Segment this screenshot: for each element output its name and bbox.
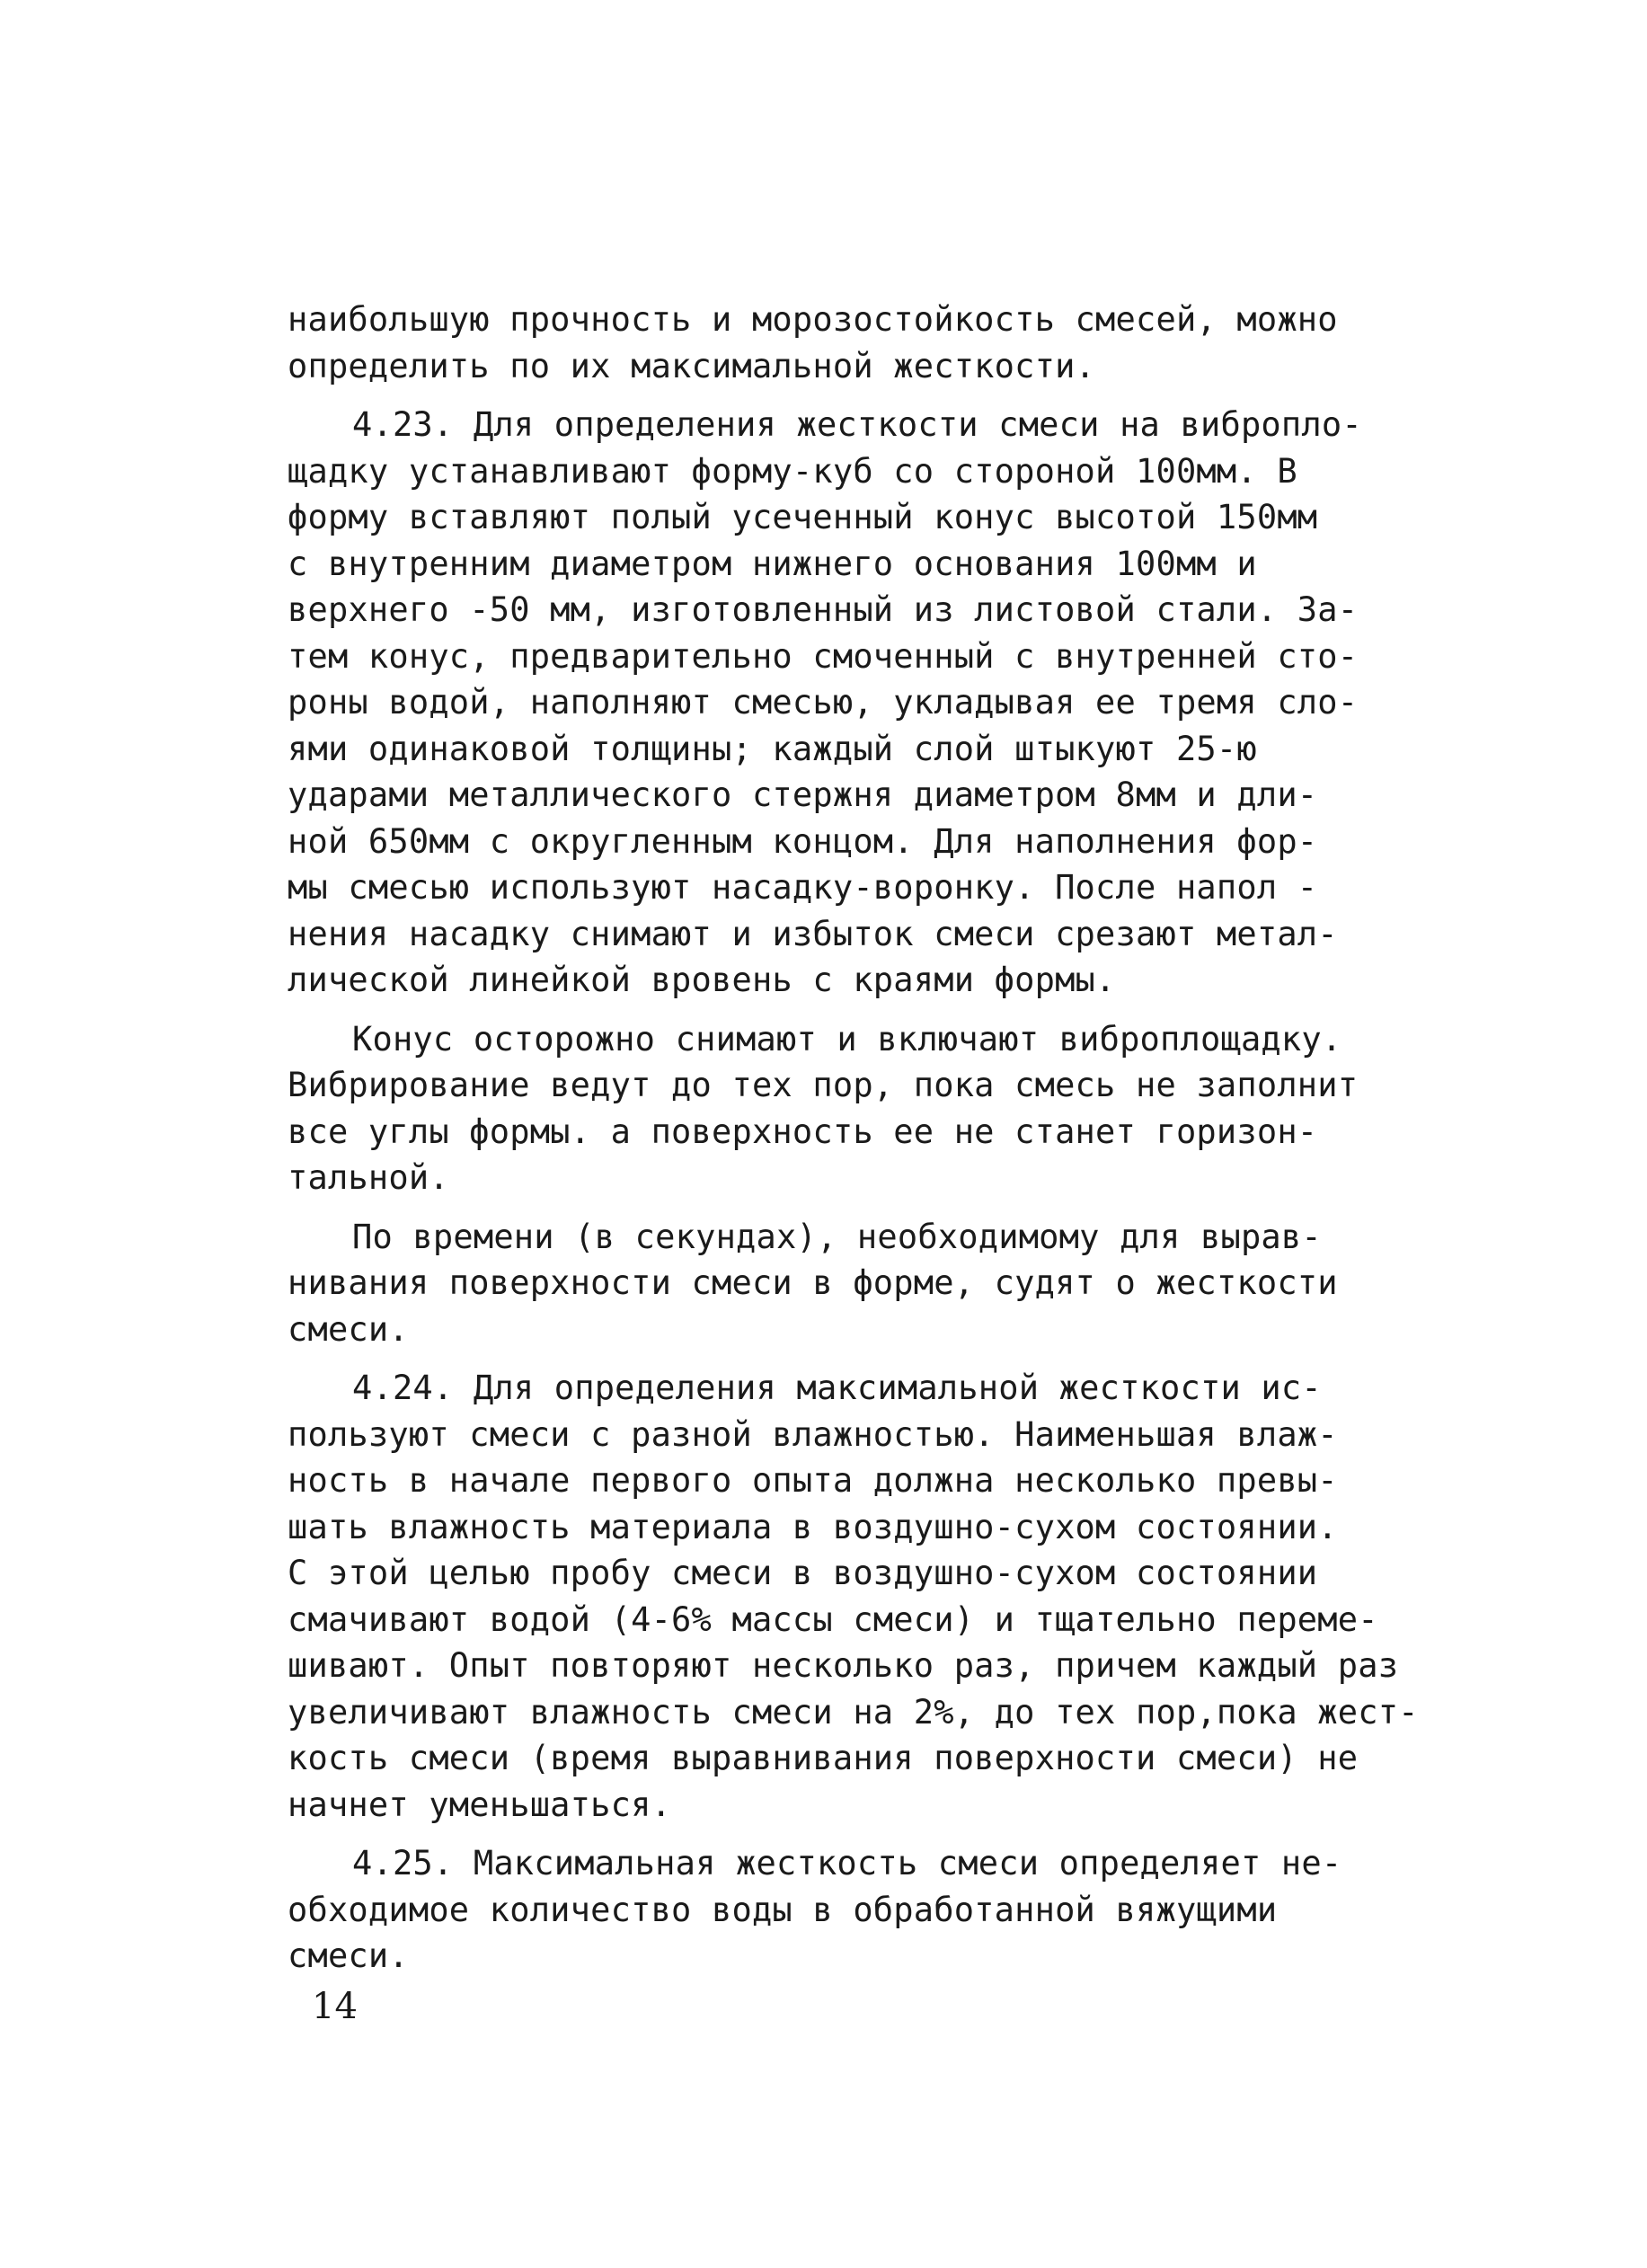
- text-line: роны водой, наполняют смесью, укладывая ее тремя сло-: [288, 683, 1359, 722]
- text-line: шать влажность материала в воздушно-сухом состоянии.: [288, 1507, 1338, 1546]
- text-line: с внутренним диаметром нижнего основания 100мм и: [288, 544, 1257, 583]
- text-line: ной 650мм с округленным концом. Для наполнения фор-: [288, 821, 1318, 861]
- text-line: начнет уменьшаться.: [288, 1785, 672, 1824]
- document-page: [288, 297, 1465, 1992]
- text-line: 4.23. Для определения жесткости смеси на виброплo-: [352, 405, 1362, 444]
- paragraph-4-24: [288, 1365, 1465, 1828]
- text-line: определить по их максимальной жесткости.: [288, 346, 1096, 385]
- text-line: шивают. Опыт повторяют несколько раз, причем каждый раз: [288, 1646, 1399, 1685]
- text-line: смеси.: [288, 1936, 409, 1975]
- paragraph-4-25: [288, 1840, 1465, 1980]
- text-line: мы смесью используют насадку-воронку. После напол -: [288, 868, 1318, 907]
- text-line: тальной.: [288, 1158, 449, 1197]
- text-line: нивания поверхности смеси в форме, судят о жесткости: [288, 1263, 1338, 1302]
- text-line: обходимое количество воды в обработанной вяжущими: [288, 1890, 1278, 1929]
- text-line: все углы формы. а поверхность ее не станет горизон-: [288, 1112, 1318, 1151]
- paragraph-4-23: [288, 402, 1465, 1004]
- text-line: ность в начале первого опыта должна несколько превы-: [288, 1461, 1338, 1500]
- text-line: пользуют смеси с разной влажностью. Наименьшая влаж-: [288, 1414, 1338, 1454]
- text-line: тем конус, предварительно смоченный с внутренней сто-: [288, 636, 1359, 676]
- text-line: кость смеси (время выравнивания поверхности смеси) не: [288, 1739, 1359, 1777]
- page-number: 14: [312, 1986, 358, 2027]
- text-line: увеличивают влажность смеси на 2%, до тех пор,пока жест-: [288, 1692, 1419, 1732]
- paragraph-cone: [288, 1016, 1465, 1201]
- text-line: наибольшую прочность и морозостойкость смесей, можно: [288, 300, 1338, 339]
- text-line: щадку устанавливают форму-куб со стороной 100мм. В: [288, 451, 1297, 491]
- text-line: смеси.: [288, 1309, 409, 1349]
- text-line: С этой целью пробу смеси в воздушно-сухом состоянии: [288, 1554, 1318, 1592]
- text-line: лической линейкой вровень с краями формы.: [288, 961, 1116, 999]
- text-line: По времени (в секундах), необходимому для вырав-: [352, 1217, 1322, 1256]
- text-line: верхнего -50 мм, изготовленный из листовой стали. За-: [288, 590, 1359, 629]
- text-line: 4.24. Для определения максимальной жесткости ис-: [352, 1369, 1322, 1407]
- text-line: нения насадку снимают и избыток смеси срезают метал-: [288, 914, 1338, 953]
- paragraph-time: [288, 1214, 1465, 1353]
- text-line: 4.25. Максимальная жесткость смеси определяет не-: [352, 1844, 1342, 1883]
- text-line: ударами металлического стержня диаметром 8мм и дли-: [288, 775, 1318, 814]
- text-line: Вибрирование ведут до тех пор, пока смесь не заполнит: [288, 1066, 1359, 1104]
- paragraph-continuation: [288, 297, 1465, 389]
- text-line: форму вставляют полый усеченный конус высотой 150мм: [288, 498, 1318, 536]
- text-line: Конус осторожно снимают и включают виброплощадку.: [352, 1019, 1342, 1059]
- text-line: смачивают водой (4-6% массы смеси) и тщательно переме-: [288, 1599, 1378, 1639]
- text-line: ями одинаковой толщины; каждый слой штыкуют 25-ю: [288, 729, 1257, 768]
